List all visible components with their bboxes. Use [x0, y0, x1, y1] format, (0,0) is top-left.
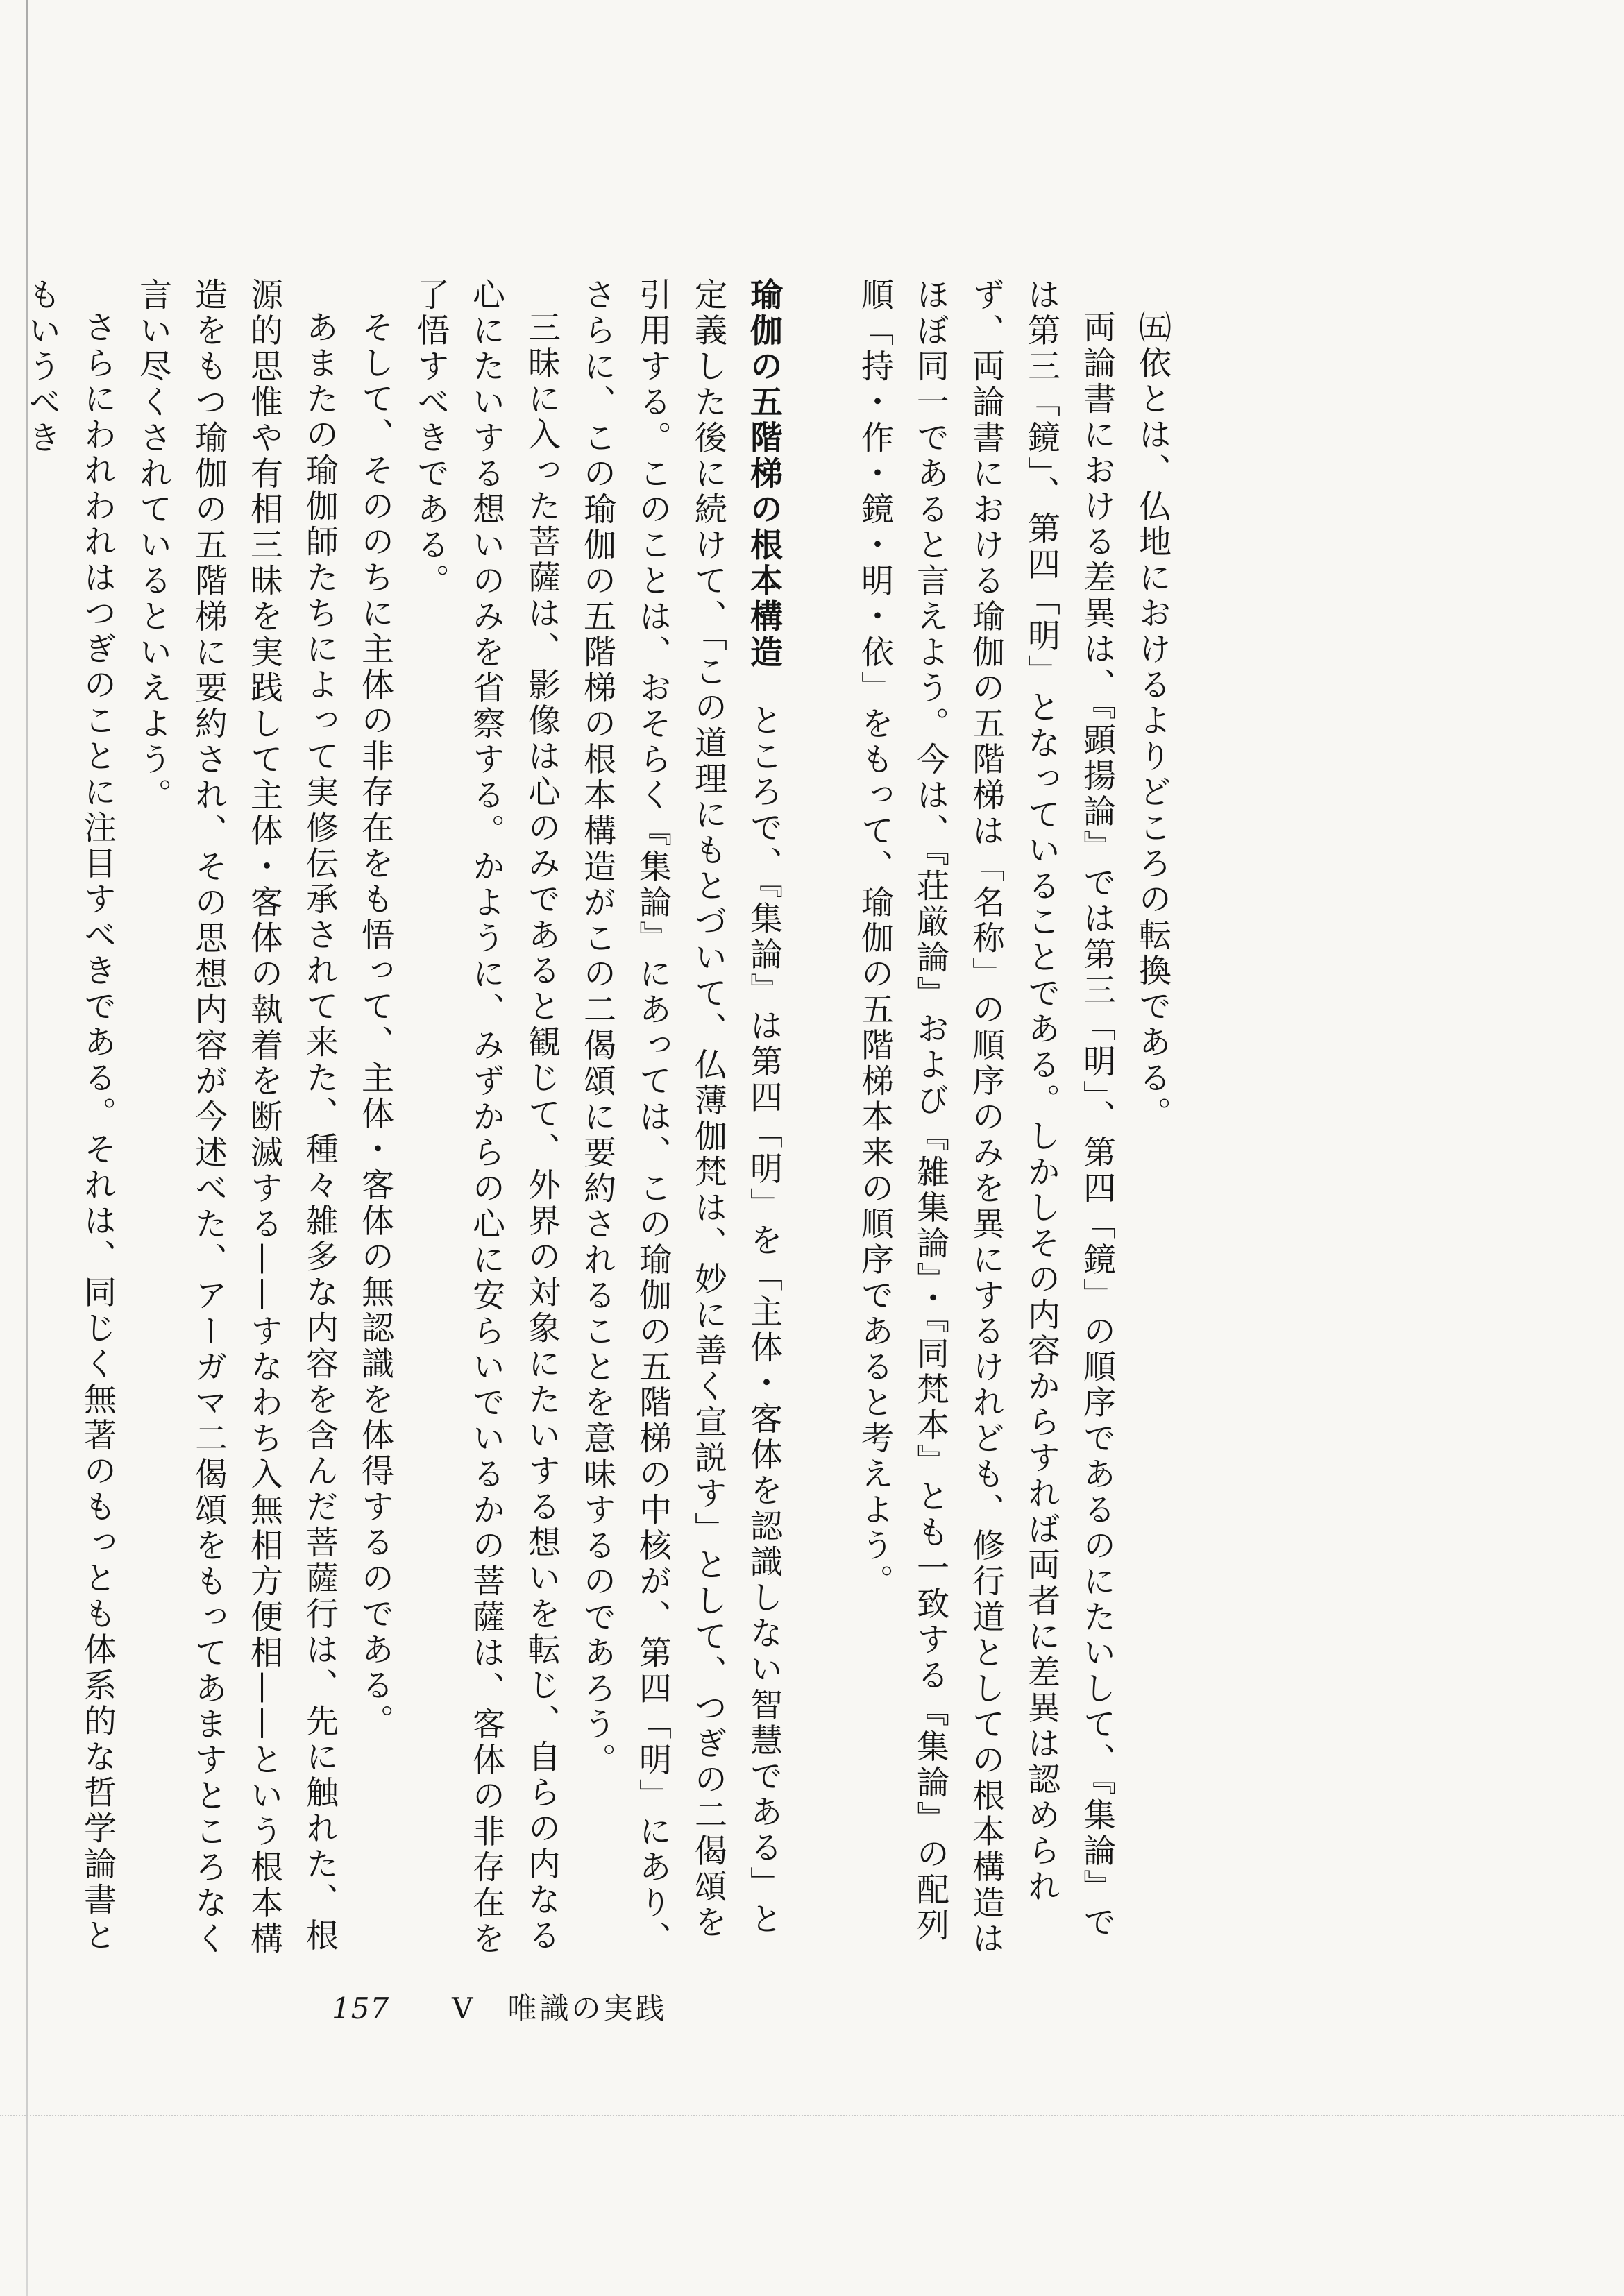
scan-dotted-rule: [0, 2115, 1624, 2116]
paragraph-differences: 両論書における差異は、『顕揚論』では第三「明」、第四「鏡」の順序であるのにたいして、『集論』では第三「鏡」、第四「明」となっていることである。しかしその内容からすれば両者に差異は認められず、両論書における瑜伽の五階梯は「名称」の順序のみを異にするけれども、修行道としての根本構造はほぼ同一であると言えよう。今は、『荘厳論』および『雑集論』・『同梵本』とも一致する『集論』の配列順「持・作・鏡・明・依」をもって、瑜伽の五階梯本来の順序であると考えよう。: [856, 278, 1116, 1957]
page-footer: [332, 1986, 668, 2027]
page-number: 157: [332, 1991, 390, 2025]
running-chapter-title: [452, 1986, 667, 2027]
paragraph-section-body: ところで、『集論』は第四「明」を「主体・客体を認識しない智慧である」と定義した後に続けて、「この道理にもとづいて、仏薄伽梵は、妙に善く宣説す」として、つぎの二偈頌を引用する。このことは、おそらく『集論』にあっては、この瑜伽の五階梯の中核が、第四「明」にあり、さらに、この瑜伽の五階梯の根本構造がこの二偈頌に要約されることを意味するのであろう。: [578, 278, 783, 1957]
paragraph-samadhi: 三昧に入った菩薩は、影像は心のみであると観じて、外界の対象にたいする想いを転じ、自らの内なる心にたいする想いのみを省察する。かように、みずからの心に安らいでいるかの菩薩は、客体の非存在を了悟すべきである。: [412, 278, 561, 1957]
paragraph-further: さらにわれわれはつぎのことに注目すべきである。それは、同じく無著のもっとも体系的な哲学論書ともいうべき: [23, 278, 117, 1954]
paragraph-yogacara-practice: あまたの瑜伽師たちによって実修伝承されて来た、種々雑多な内容を含んだ菩薩行は、先に触れた、根源的思惟や有相三昧を実践して主体・客体の執着を断滅する——すなわち入無相方便相——という根本構造をもつ瑜伽の五階梯に要約され、その思想内容が今述べた、アーガマ二偈頌をもってあますところなく言い尽くされているといえよう。: [134, 278, 339, 1957]
chapter-title: 唯識の実践: [507, 1991, 668, 2025]
chapter-numeral: V: [452, 1991, 476, 2025]
paragraph-realization: そして、そののちに主体の非存在をも悟って、主体・客体の無認識を体得するのである。: [356, 310, 394, 1740]
paragraph-list-item-5: ㈤依とは、仏地におけるよりどころの転換である。: [1133, 310, 1172, 1132]
section-heading: 瑜伽の五階梯の根本構造: [745, 278, 783, 671]
vertical-text-block: [14, 278, 1180, 1971]
paragraph-section-start: [569, 278, 791, 1971]
